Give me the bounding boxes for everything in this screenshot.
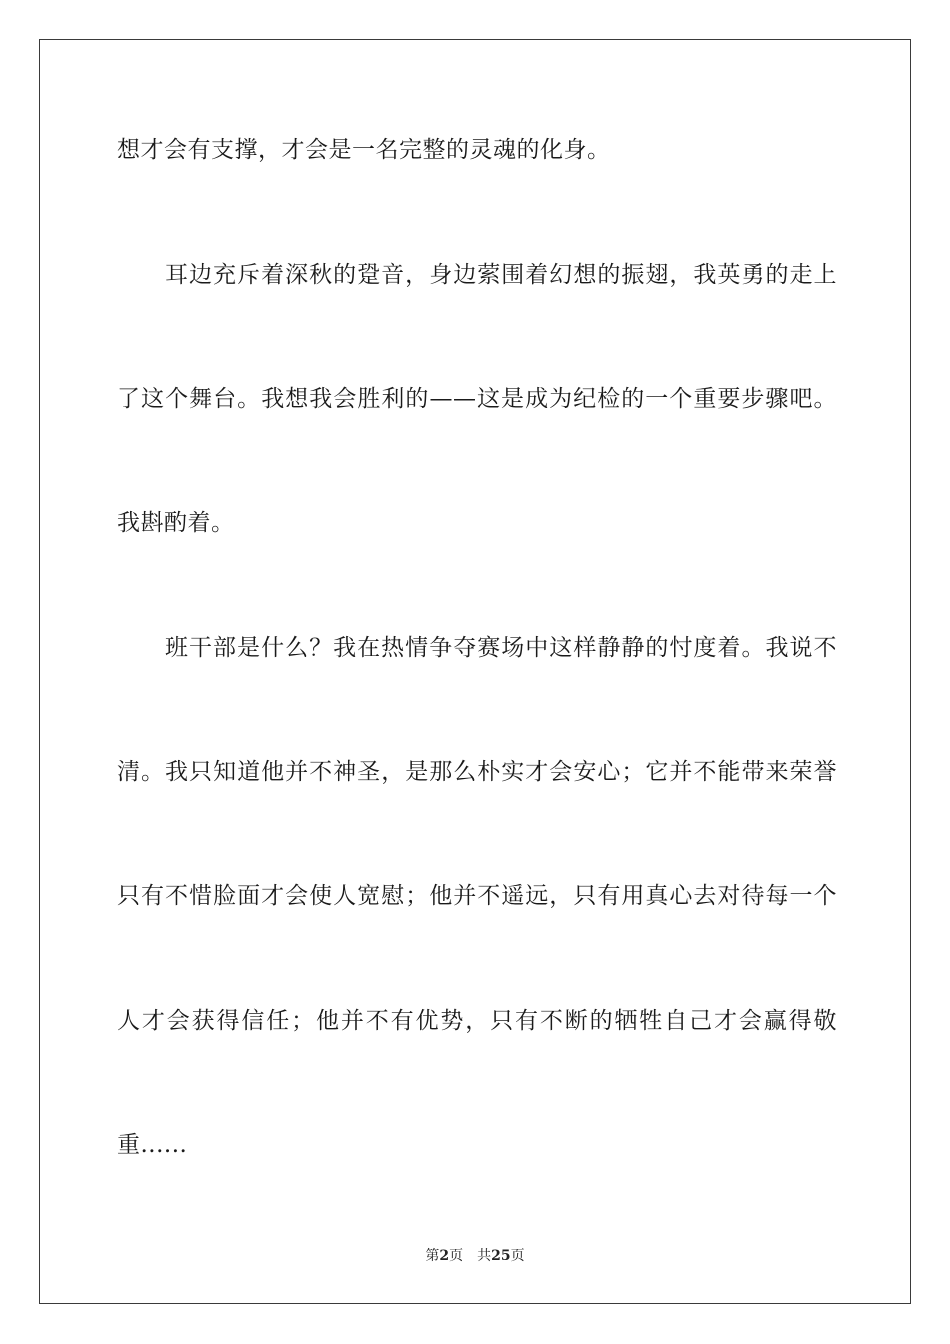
- page-border: [39, 39, 911, 1304]
- total-suffix: 页: [510, 1248, 525, 1264]
- body-line-8: 人才会获得信任；他并不有优势，只有不断的牺牲自己才会赢得敬: [117, 1008, 837, 1034]
- body-line-7: 只有不惜脸面才会使人宽慰；他并不遥远，只有用真心去对待每一个: [117, 883, 837, 909]
- body-line-3: 了这个舞台。我想我会胜利的——这是成为纪检的一个重要步骤吧。: [117, 386, 837, 412]
- total-pages: 25: [491, 1248, 511, 1264]
- body-line-1: 想才会有支撑，才会是一名完整的灵魂的化身。: [117, 137, 611, 163]
- page-prefix: 第: [425, 1248, 440, 1264]
- body-line-5: 班干部是什么？我在热情争夺赛场中这样静静的忖度着。我说不: [165, 635, 837, 661]
- body-line-2: 耳边充斥着深秋的跫音，身边萦围着幻想的振翅，我英勇的走上: [165, 262, 837, 288]
- body-line-4: 我斟酌着。: [117, 510, 235, 536]
- page-footer: [0, 1247, 950, 1265]
- body-line-9: 重......: [117, 1132, 188, 1158]
- page-number: 2: [439, 1248, 450, 1264]
- total-prefix: 共: [477, 1248, 492, 1264]
- body-line-6: 清。我只知道他并不神圣，是那么朴实才会安心；它并不能带来荣誉: [117, 759, 837, 785]
- page-suffix: 页: [449, 1248, 464, 1264]
